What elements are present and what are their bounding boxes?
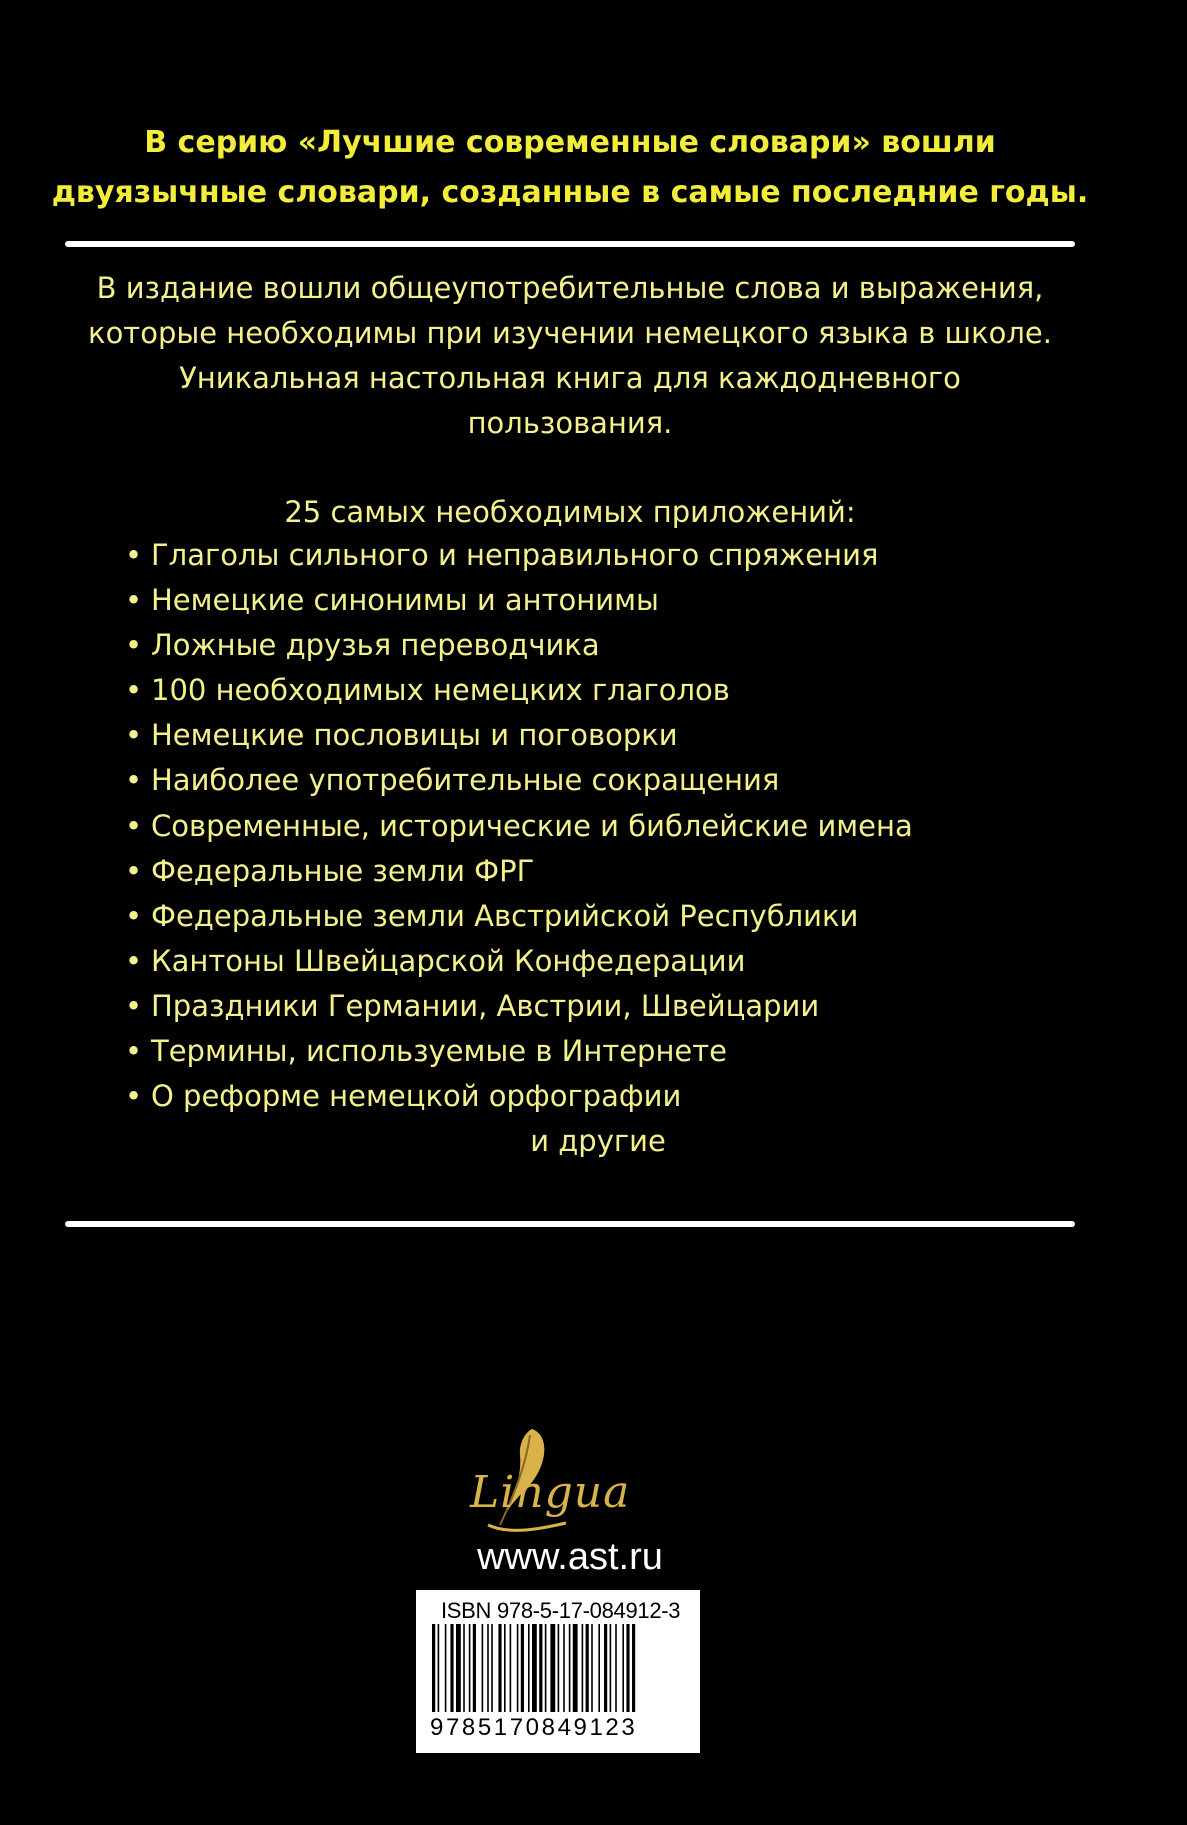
barcode-bar <box>463 1624 465 1712</box>
barcode-bar <box>445 1624 447 1712</box>
list-item <box>125 984 913 1029</box>
barcode-bar <box>632 1624 635 1712</box>
barcode-bar <box>473 1624 476 1712</box>
bullet-icon: • <box>125 673 143 708</box>
barcode-bar <box>504 1624 506 1712</box>
appendices-list <box>125 533 913 1119</box>
list-item-label: Праздники Германии, Австрии, Швейцарии <box>151 988 820 1023</box>
bullet-icon: • <box>125 943 143 978</box>
description-line: пользования. <box>467 406 673 440</box>
barcode-digits: 9785170849123 <box>430 1714 638 1741</box>
publisher-website: www.ast.ru <box>477 1536 663 1578</box>
bullet-icon: • <box>125 1079 143 1114</box>
barcode-bar <box>569 1624 571 1712</box>
barcode-bar <box>582 1624 584 1712</box>
barcode-bar <box>598 1624 600 1712</box>
series-intro-line-1: В серию «Лучшие современные словари» вошли <box>144 125 996 160</box>
list-item-label: 100 необходимых немецких глаголов <box>151 673 730 708</box>
list-item <box>125 849 913 894</box>
bullet-icon: • <box>125 1034 143 1069</box>
appendices-more: и другие <box>530 1124 666 1158</box>
barcode-bar <box>591 1624 593 1712</box>
bullet-icon: • <box>125 988 143 1023</box>
description-line: Уникальная настольная книга для каждодневного <box>179 361 961 395</box>
barcode-bar <box>626 1624 629 1712</box>
bullet-icon: • <box>125 808 143 843</box>
list-item-label: Наиболее употребительные сокращения <box>151 763 780 798</box>
list-item-label: О реформе немецкой орфографии <box>151 1079 682 1114</box>
list-item <box>125 578 913 623</box>
bullet-icon: • <box>125 898 143 933</box>
bullet-icon: • <box>125 853 143 888</box>
list-item <box>125 623 913 668</box>
lingua-logo <box>470 1425 650 1545</box>
appendices-heading: 25 самых необходимых приложений: <box>284 495 856 529</box>
list-item <box>125 1029 913 1074</box>
barcode-bar <box>510 1624 512 1712</box>
barcode-bar <box>528 1624 530 1712</box>
barcode-bar <box>532 1624 537 1712</box>
barcode-bar <box>545 1624 547 1712</box>
series-intro <box>40 118 1100 218</box>
barcode-bar <box>432 1624 435 1712</box>
barcode-bar <box>438 1624 440 1712</box>
list-item-label: Глаголы сильного и неправильного спряжения <box>151 538 879 572</box>
description-line: В издание вошли общеупотребительные слова и выражения, <box>96 271 1044 305</box>
barcode-bar <box>622 1624 624 1712</box>
list-item <box>125 894 913 939</box>
bullet-icon: • <box>125 538 143 572</box>
barcode-bar <box>558 1624 560 1712</box>
list-item-label: Ложные друзья переводчика <box>151 628 600 663</box>
list-item <box>125 939 913 984</box>
barcode-bar <box>521 1624 524 1712</box>
list-item-label: Термины, используемые в Интернете <box>151 1034 728 1069</box>
bullet-icon: • <box>125 718 143 753</box>
barcode-bars <box>430 1624 686 1714</box>
list-item-label: Современные, исторические и библейские имена <box>151 808 913 843</box>
list-item <box>125 713 913 758</box>
barcode-bar <box>610 1624 612 1712</box>
barcode-bar <box>550 1624 555 1712</box>
list-item <box>125 758 913 803</box>
barcode-bar <box>482 1624 484 1712</box>
isbn-barcode <box>416 1590 700 1753</box>
barcode-bar <box>517 1624 519 1712</box>
list-item-label: Федеральные земли Австрийской Республики <box>151 898 859 933</box>
list-item <box>125 533 913 578</box>
list-item <box>125 804 913 849</box>
barcode-bar <box>604 1624 607 1712</box>
barcode-bar <box>539 1624 542 1712</box>
description-line: которые необходимы при изучении немецкого языка в школе. <box>88 316 1052 350</box>
logo-text: Lingua <box>470 1467 631 1518</box>
barcode-bar <box>563 1624 565 1712</box>
barcode-bar <box>573 1624 578 1712</box>
list-item <box>125 668 913 713</box>
barcode-bar <box>450 1624 453 1712</box>
bullet-icon: • <box>125 583 143 618</box>
list-item-label: Федеральные земли ФРГ <box>151 853 535 888</box>
list-item-label: Немецкие синонимы и антонимы <box>151 583 659 618</box>
list-item-label: Кантоны Швейцарской Конфедерации <box>151 943 746 978</box>
barcode-bar <box>498 1624 501 1712</box>
barcode-bar <box>456 1624 461 1712</box>
bullet-icon: • <box>125 628 143 663</box>
barcode-bar <box>586 1624 589 1712</box>
barcode-bar <box>491 1624 493 1712</box>
barcode-bar <box>469 1624 471 1712</box>
bullet-icon: • <box>125 763 143 798</box>
list-item-label: Немецкие пословицы и поговорки <box>151 718 678 753</box>
bottom-divider <box>65 1221 1075 1227</box>
list-item <box>125 1074 913 1119</box>
edition-description <box>40 266 1100 446</box>
barcode-bar <box>615 1624 617 1712</box>
series-intro-line-2: двуязычные словари, созданные в самые последние годы. <box>51 175 1089 210</box>
barcode-bar <box>487 1624 489 1712</box>
isbn-label: ISBN 978-5-17-084912-3 <box>441 1598 681 1623</box>
top-divider <box>65 241 1075 247</box>
